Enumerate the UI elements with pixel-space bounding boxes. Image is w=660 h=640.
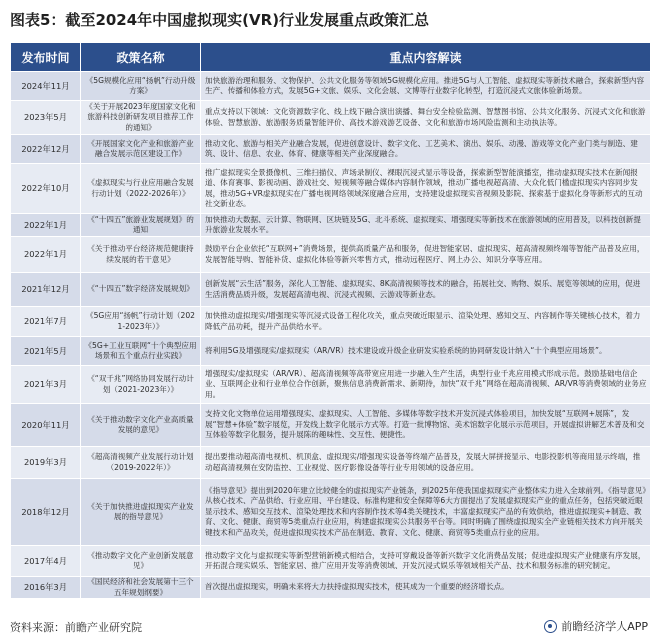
policy-name: 《推动数字文化产业创新发展意见》 bbox=[81, 546, 201, 577]
table-row bbox=[11, 447, 651, 479]
table-row bbox=[11, 237, 651, 273]
policy-name: 《开展国家文化产业和旅游产业融合发展示范区建设工作》 bbox=[81, 135, 201, 164]
policy-content: 支持文化文物单位运用增强现实、虚拟现实、人工智能、多媒体等数字技术开发沉浸式体验项目，加快发展“互联网+展陈”，发展“智慧+体验”数字展览，开发线上数字化展示方式等。打造一批博物馆、美术馆数字化展示示范项目，开展虚拟讲解艺术普及和交互体验等数字化服务，提升展陈的趣味性、交互性、便捷性。 bbox=[201, 404, 651, 447]
policy-name: 《“十四五”数字经济发展规划》 bbox=[81, 273, 201, 307]
policy-content: 加快推动大数据、云计算、物联网、区块链及5G、北斗系统、虚拟现实、增强现实等新技术在旅游领域的应用普及，以科技创新提升旅游业发展水平。 bbox=[201, 214, 651, 237]
header-date: 发布时间 bbox=[11, 43, 81, 72]
policy-content: 《指导意见》提出到2020年建立比较健全的虚拟现实产业链条，到2025年使我国虚拟现实产业整体实力进入全球前列。《指导意见》从核心技术、产品供给、行业应用、平台建设、标准构建和安全保障等6大方面提出了发展虚拟现实产业的重点任务，包括突破近眼显示技术、感知交互技术、渲染处理技术和内容制作技术等4类关键技术，丰富虚拟现实产品的有效供给，推进虚拟现实+制造、教育、文化、健康、商贸等5类重点行业应用，构建虚拟现实公共服务平台等。同时明确了围绕虚拟现实全产业链相关技术方向开展关键技术和产品攻关，促进虚拟现实技术产品在制造、教育、文化、健康、商贸等5类重点行业的应用。 bbox=[201, 479, 651, 546]
policy-date: 2017年4月 bbox=[11, 546, 81, 577]
policy-content: 加快旅游治理和服务、文物保护、公共文化服务等领域5G规模化应用。推进5G与人工智能、虚拟现实等新技术融合，探索新型内容生产、传播和体验方式，发展5G+文旅、娱乐、文化会展、文博等行业数字化转型，打造沉浸式文旅体验新场景。 bbox=[201, 72, 651, 101]
policy-name: 《关于开展2023年度国家文化和旅游科技创新研发项目推荐工作的通知》 bbox=[81, 101, 201, 135]
table-row bbox=[11, 214, 651, 237]
policy-date: 2024年11月 bbox=[11, 72, 81, 101]
table-row bbox=[11, 479, 651, 546]
policy-date: 2016年3月 bbox=[11, 577, 81, 599]
policy-content: 加快推动虚拟现实/增强现实等沉浸式设备工程化攻关，重点突破近眼显示、渲染处理、感知交互、内容制作等关键核心技术，着力降低产品功耗，提升产品供给水平。 bbox=[201, 307, 651, 337]
brand bbox=[544, 618, 648, 634]
table-row bbox=[11, 273, 651, 307]
policy-name: 《关于加快推进虚拟现实产业发展的指导意见》 bbox=[81, 479, 201, 546]
policy-date: 2021年3月 bbox=[11, 366, 81, 404]
policy-date: 2022年1月 bbox=[11, 214, 81, 237]
policy-content: 推动文化、旅游与相关产业融合发展，促进创意设计、数字文化、工艺美术、演出、娱乐、动漫、游戏等文化产业门类与制造、建筑、设计、信息、农业、体育、健康等相关产业深度融合。 bbox=[201, 135, 651, 164]
policy-date: 2021年7月 bbox=[11, 307, 81, 337]
table-header-row bbox=[11, 43, 651, 72]
table-row bbox=[11, 72, 651, 101]
header-policy-name: 政策名称 bbox=[81, 43, 201, 72]
policy-name: 《5G应用“扬帆”行动计划（2021-2023年）》 bbox=[81, 307, 201, 337]
policy-name: 《超高清视频产业发展行动计划（2019-2022年）》 bbox=[81, 447, 201, 479]
policy-date: 2022年12月 bbox=[11, 135, 81, 164]
table-row bbox=[11, 337, 651, 366]
policy-name: 《关于推动数字文化产业高质量发展的意见》 bbox=[81, 404, 201, 447]
policy-content: 提出要推动超高清电视机、机顶盒、虚拟现实/增强现实设备等终端产品普及，发展大屏拼接显示、电影投影机等商用显示终端，推动超高清视频在安防监控、工业视觉、医疗影像设备等行业专用领域的设备应用。 bbox=[201, 447, 651, 479]
table-row bbox=[11, 135, 651, 164]
table-row bbox=[11, 101, 651, 135]
policy-content: 重点支持以下领域：文化资源数字化、线上线下融合演出演播、舞台安全检验监测、智慧图书馆、公共文化服务、沉浸式文化和旅游体验、智慧旅游、旅游服务质量智能评价、高技术游戏游艺设备、文化和旅游市场风险监测和主动执法等。 bbox=[201, 101, 651, 135]
policy-date: 2022年10月 bbox=[11, 164, 81, 214]
table-row bbox=[11, 307, 651, 337]
policy-content: 增强现实/虚拟现实（AR/VR）、超高清视频等高带宽应用进一步融入生产生活，典型行业千兆应用模式形成示范。鼓励基础电信企业、互联网企业和行业单位合作创新，聚焦信息消费新需求、新期待，加快“双千兆”网络在超高清视频、AR/VR等消费领域的业务应用。 bbox=[201, 366, 651, 404]
brand-logo-icon bbox=[544, 620, 557, 633]
policy-date: 2023年5月 bbox=[11, 101, 81, 135]
policy-name: 《5G规模化应用“扬帆”行动升级方案》 bbox=[81, 72, 201, 101]
footer bbox=[0, 614, 660, 640]
header-content: 重点内容解读 bbox=[201, 43, 651, 72]
table-body bbox=[11, 72, 651, 599]
policy-name: 《“双千兆”网络协同发展行动计划（2021-2023年）》 bbox=[81, 366, 201, 404]
brand-label: 前瞻经济学人APP bbox=[561, 620, 648, 633]
policy-date: 2022年1月 bbox=[11, 237, 81, 273]
policy-name: 《关于推动平台经济规范健康持续发展的若干意见》 bbox=[81, 237, 201, 273]
policy-date: 2021年5月 bbox=[11, 337, 81, 366]
table-row bbox=[11, 577, 651, 599]
policy-name: 《国民经济和社会发展第十三个五年规划纲要》 bbox=[81, 577, 201, 599]
table-row bbox=[11, 404, 651, 447]
table-row bbox=[11, 546, 651, 577]
policy-date: 2021年12月 bbox=[11, 273, 81, 307]
policy-content: 首次提出虚拟现实，明确未来将大力扶持虚拟现实技术，使其成为一个重要的经济增长点。 bbox=[201, 577, 651, 599]
policy-table bbox=[10, 42, 651, 599]
policy-content: 鼓励平台企业依托“互联网+”消费场景，提供高质量产品和服务，促进智能家居、虚拟现实、超高清视频终端等智能产品普及应用，发展智能导购、智能补货、虚拟化体验等新兴零售方式，推动远程医疗、网上办公、知识分享等应用。 bbox=[201, 237, 651, 273]
policy-name: 《“十四五”旅游业发展规划》的通知 bbox=[81, 214, 201, 237]
policy-date: 2019年3月 bbox=[11, 447, 81, 479]
policy-content: 创新发展“云生活”服务，深化人工智能、虚拟现实、8K高清视频等技术的融合，拓展社交、购物、娱乐、展览等领域的应用，促进生活消费品质升级，发展超高清电视、沉浸式视频、云游戏等新业态。 bbox=[201, 273, 651, 307]
policy-date: 2018年12月 bbox=[11, 479, 81, 546]
policy-content: 将利用5G及增强现实/虚拟现实（AR/VR）技术建设或升级企业研发实验系统的协同研发设计纳入“十个典型应用场景”。 bbox=[201, 337, 651, 366]
policy-name: 《5G+工业互联网“十个典型应用场景和五个重点行业实践》 bbox=[81, 337, 201, 366]
policy-content: 推广虚拟现实全景摄像机、三维扫描仪、声场录制仪、裸眼沉浸式显示等设备，探索新型智能演播室，推动虚拟现实技术在新闻报道、体育赛事、影视动画、游戏社交、短视频等融合媒体内容制作领域，推动广播电视超高清、大众化低门槛虚拟现实内容同步发展，推动5G+VR虚拟现实在广播电视网络领域深度融合应用，支持建设虚拟现实音视频及影院、探索基于虚拟化身等新形式的互动社交新业态。 bbox=[201, 164, 651, 214]
table-row bbox=[11, 164, 651, 214]
policy-date: 2020年11月 bbox=[11, 404, 81, 447]
source-note: 资料来源：前瞻产业研究院 bbox=[10, 621, 142, 634]
policy-name: 《虚拟现实与行业应用融合发展行动计划（2022-2026年）》 bbox=[81, 164, 201, 214]
policy-content: 推动数字文化与虚拟现实等新型营销新模式相结合，支持可穿戴设备等新兴数字文化消费品发展；促进虚拟现实产业健康有序发展，开拓混合现实娱乐、智能家居、推广应用开发等消费领域、开发沉浸式娱乐等领域相关产品、技术和服务标准的研究制定。 bbox=[201, 546, 651, 577]
table-row bbox=[11, 366, 651, 404]
chart-title: 图表5：截至2024年中国虚拟现实(VR)行业发展重点政策汇总 bbox=[10, 11, 430, 29]
